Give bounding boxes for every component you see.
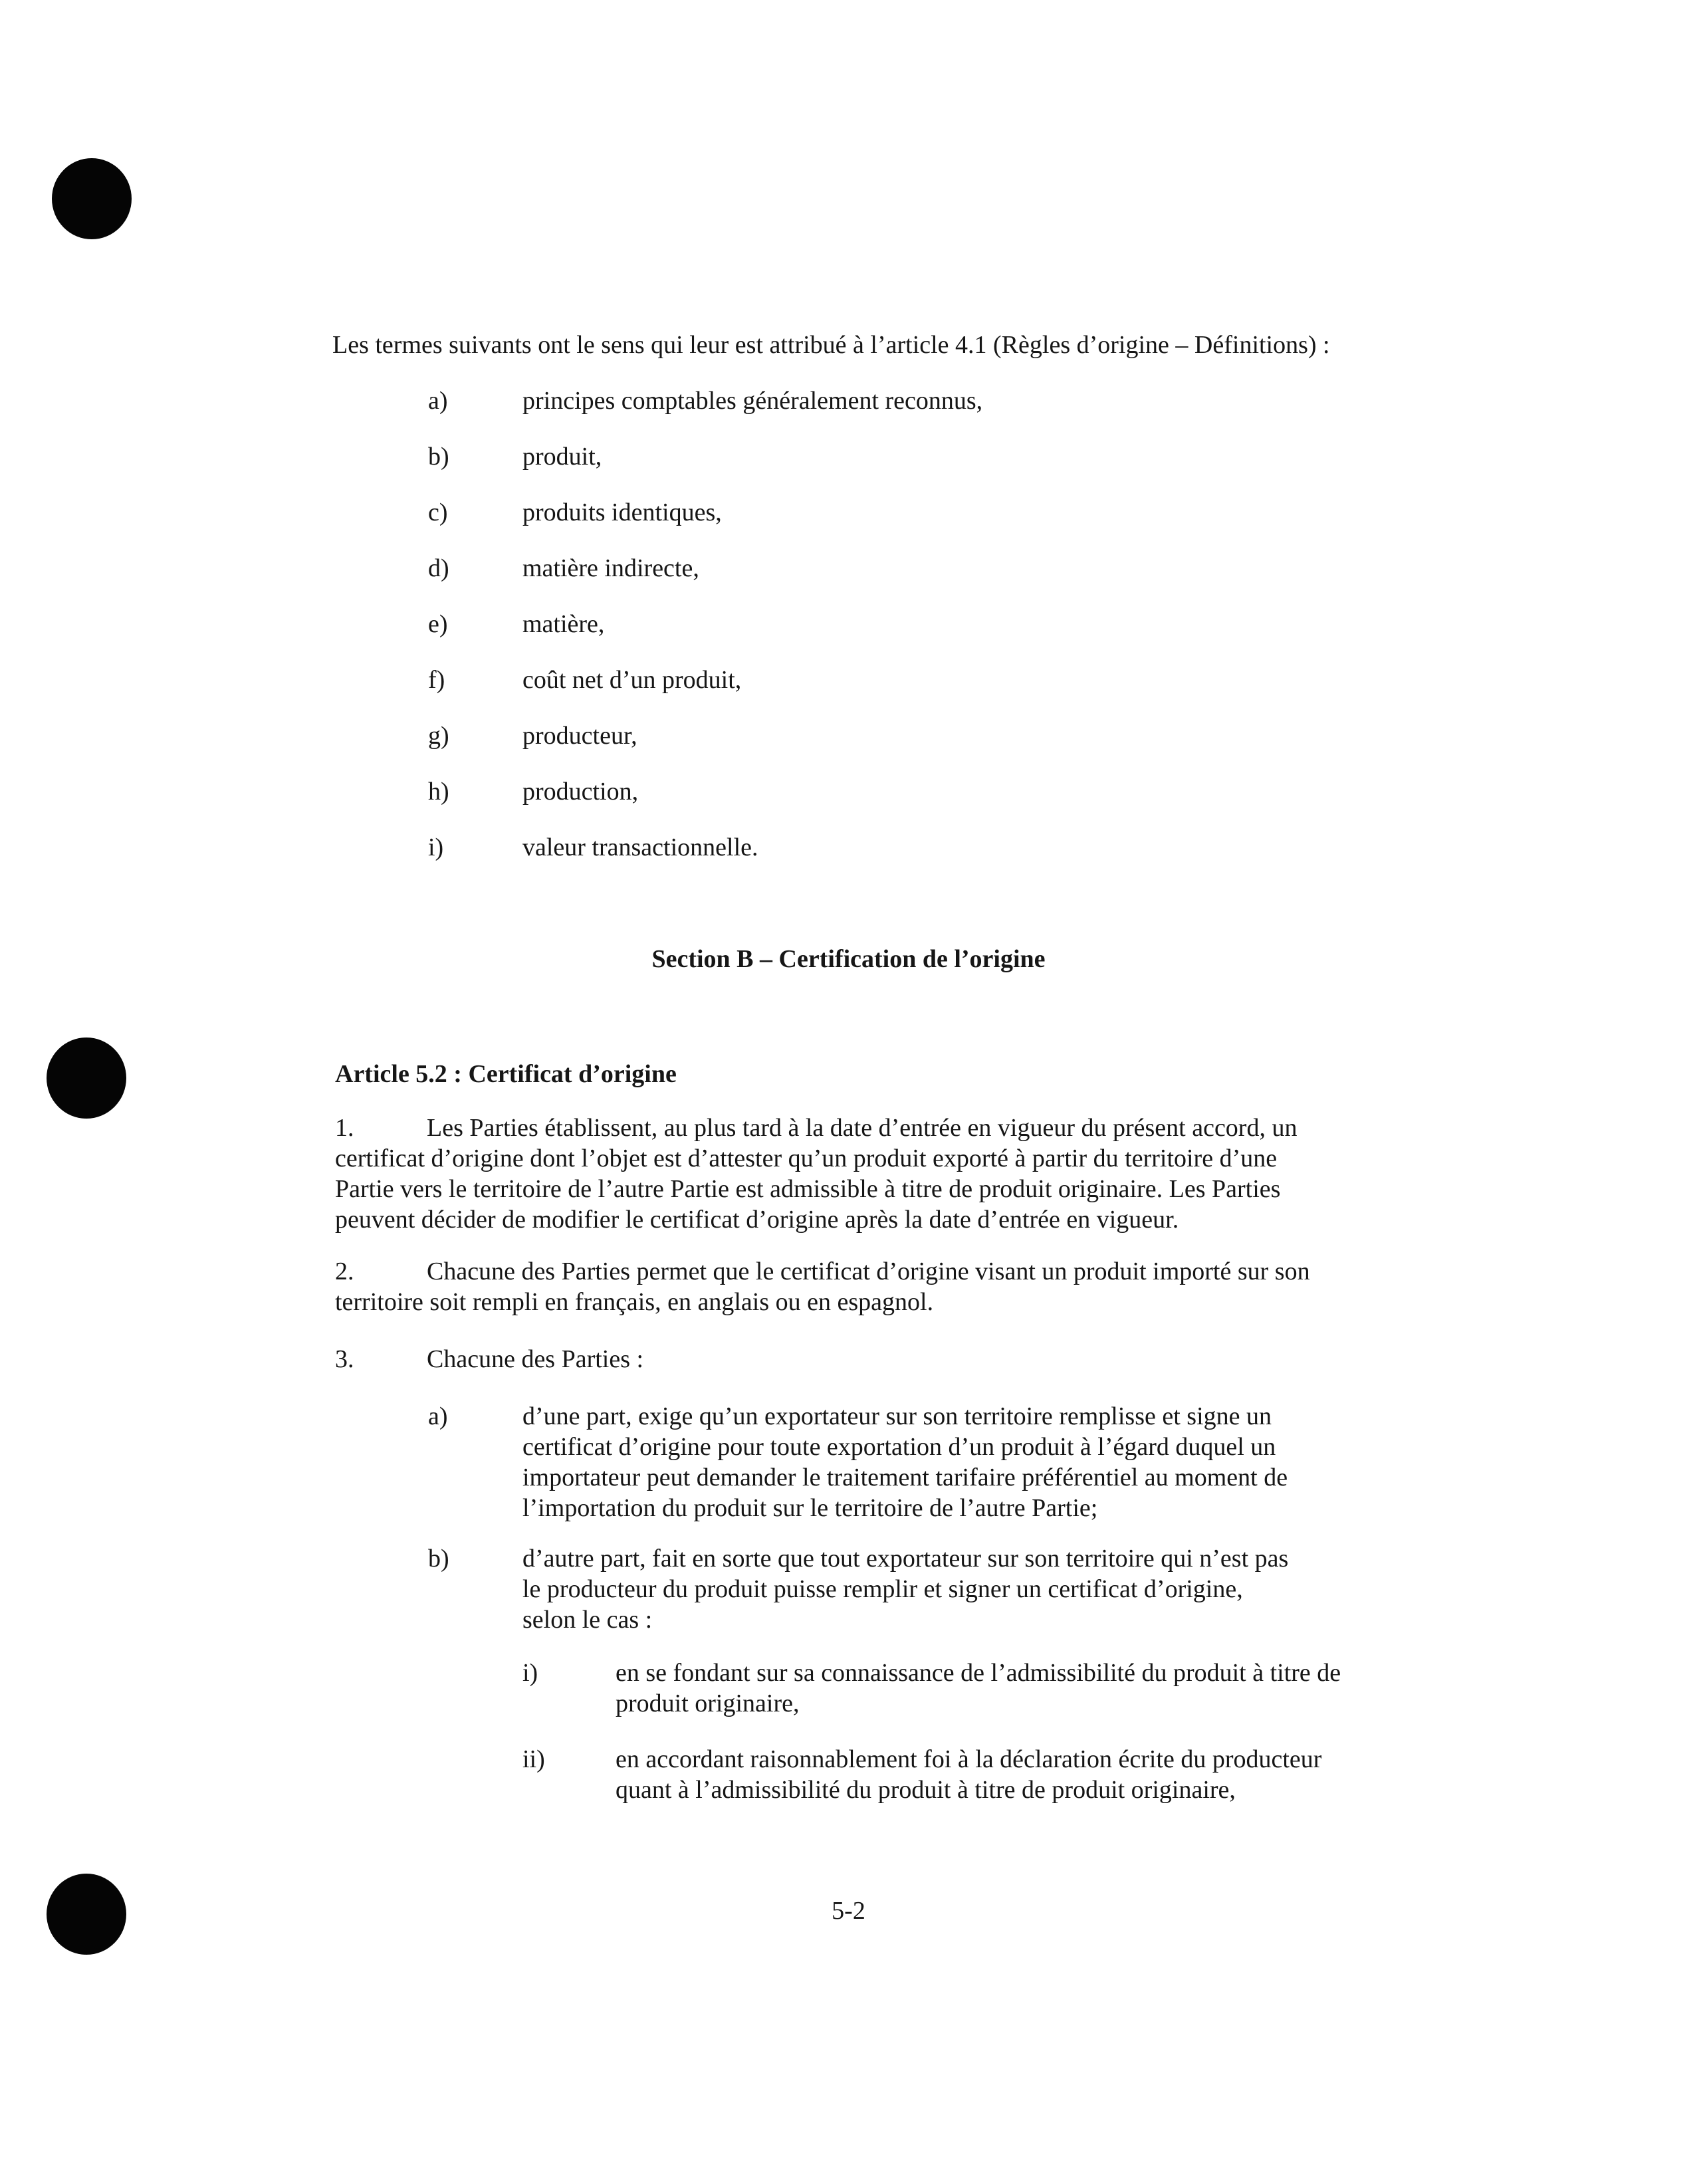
paragraph-line: l’importation du produit sur le territoire de l’autre Partie; [522, 1494, 1098, 1522]
clause-i [616, 1658, 1341, 1719]
intro-paragraph: Les termes suivants ont le sens qui leur est attribué à l’article 4.1 (Règles d’origine – Définitions) : [332, 331, 1330, 359]
definition-letter: b) [428, 443, 449, 471]
definition-letter: e) [428, 610, 448, 638]
paragraph-line: en se fondant sur sa connaissance de l’admissibilité du produit à titre de [616, 1659, 1341, 1687]
definition-text: principes comptables généralement reconnus, [522, 387, 983, 415]
definition-text: coût net d’un produit, [522, 666, 742, 694]
paragraph-line: Les Parties établissent, au plus tard à la date d’entrée en vigueur du présent accord, un [427, 1114, 1298, 1142]
subparagraph-letter: b) [428, 1545, 449, 1573]
definition-text: matière, [522, 610, 605, 638]
paragraph-line: selon le cas : [522, 1606, 653, 1634]
definition-text: producteur, [522, 722, 637, 750]
paragraph-2-continued [335, 1287, 933, 1317]
definition-letter: d) [428, 554, 449, 582]
definition-letter: g) [428, 722, 449, 750]
definition-letter: c) [428, 498, 448, 526]
definition-text: matière indirecte, [522, 554, 699, 582]
paragraph-line: produit originaire, [616, 1690, 800, 1717]
paragraph-line: certificat d’origine dont l’objet est d’attester qu’un produit exporté à partir du territoire d’une [335, 1145, 1278, 1172]
paragraph-line: importateur peut demander le traitement tarifaire préférentiel au moment de [522, 1464, 1288, 1491]
paragraph-1-continued [335, 1143, 1280, 1235]
clause-number: ii) [522, 1745, 545, 1773]
paragraph-line: territoire soit rempli en français, en anglais ou en espagnol. [335, 1288, 934, 1316]
section-heading: Section B – Certification de l’origine [651, 945, 1046, 973]
paragraph-line: Partie vers le territoire de l’autre Partie est admissible à titre de produit originaire. Les Parties [335, 1175, 1281, 1203]
paragraph-line: d’une part, exige qu’un exportateur sur son territoire remplisse et signe un [522, 1402, 1272, 1430]
subparagraph-letter: a) [428, 1402, 448, 1430]
page-number: 5-2 [832, 1897, 865, 1925]
paragraph-line: en accordant raisonnablement foi à la déclaration écrite du producteur [616, 1745, 1322, 1773]
article-heading: Article 5.2 : Certificat d’origine [335, 1060, 677, 1088]
clause-number: i) [522, 1659, 538, 1687]
definition-letter: h) [428, 778, 449, 806]
definition-letter: f) [428, 666, 445, 694]
paragraph-line: peuvent décider de modifier le certificat d’origine après la date d’entrée en vigueur. [335, 1206, 1179, 1234]
definition-letter: i) [428, 833, 444, 861]
paragraph-line: quant à l’admissibilité du produit à titre de produit originaire, [616, 1776, 1236, 1804]
paragraph-line: d’autre part, fait en sorte que tout exportateur sur son territoire qui n’est pas [522, 1545, 1289, 1573]
clause-ii [616, 1744, 1321, 1805]
definition-letter: a) [428, 387, 448, 415]
subparagraph-b [522, 1543, 1288, 1635]
paragraph-1 [335, 1113, 1297, 1143]
paragraph-2 [427, 1256, 1310, 1287]
definition-text: produits identiques, [522, 498, 722, 526]
paragraph-number: 3. [335, 1345, 354, 1373]
paragraph-3 [427, 1344, 643, 1374]
paragraph-line: Chacune des Parties : [427, 1345, 644, 1373]
paragraph-number: 2. [335, 1257, 354, 1285]
paragraph-line: Chacune des Parties permet que le certificat d’origine visant un produit importé sur son [427, 1257, 1310, 1285]
punch-hole-middle [47, 1037, 126, 1119]
definition-text: production, [522, 778, 639, 806]
paragraph-line: certificat d’origine pour toute exportation d’un produit à l’égard duquel un [522, 1433, 1276, 1461]
paragraph-number: 1. [335, 1114, 354, 1142]
paragraph-line: le producteur du produit puisse remplir et signer un certificat d’origine, [522, 1575, 1243, 1603]
subparagraph-a [522, 1401, 1288, 1523]
definition-text: valeur transactionnelle. [522, 833, 758, 861]
definition-text: produit, [522, 443, 602, 471]
punch-hole-top [52, 158, 132, 239]
